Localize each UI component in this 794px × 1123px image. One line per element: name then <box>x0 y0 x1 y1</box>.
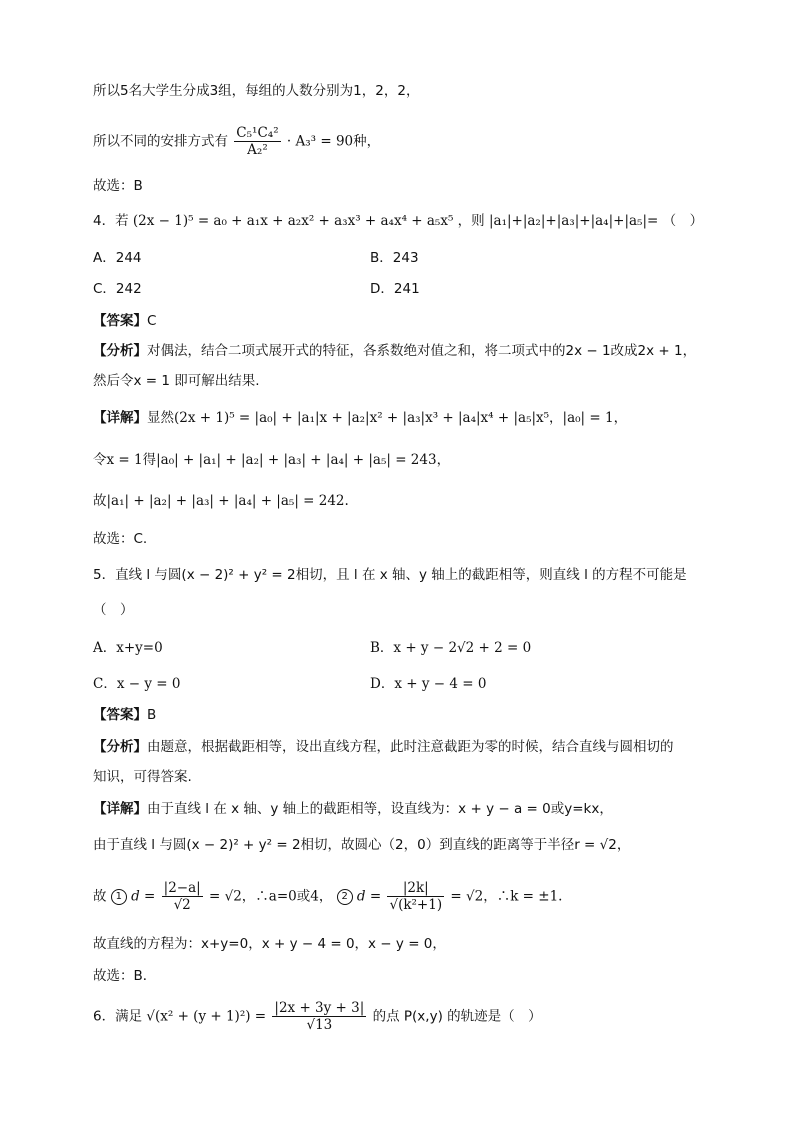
detail-text: 由于直线 l 在 x 轴、y 轴上的截距相等，设直线为：x + y − a = 0或y=kx， <box>147 801 613 817</box>
detail-text: 显然(2x + 1)⁵ = |a₀| + |a₁|x + |a₂|x² + |a₃|x³ + |a₄|x⁴ + |a₅|x⁵，|a₀| = 1， <box>147 410 628 426</box>
analysis-text: 由题意，根据截距相等，设出直线方程，此时注意截距为零的时候，结合直线与圆相切的 <box>147 739 674 755</box>
answer-line <box>93 706 156 724</box>
answer-value: B <box>147 707 157 723</box>
detail-line <box>93 409 627 427</box>
text-segment: 的点 P(x,y) 的轨迹是（ ） <box>372 1008 542 1025</box>
math-expr: d = <box>131 888 156 905</box>
analysis-line-2: 然后令x = 1 即可解出结果. <box>93 373 260 389</box>
analysis-line <box>93 342 696 360</box>
fraction <box>234 125 280 158</box>
text-line <box>93 125 380 158</box>
question-number: 6．满足 <box>93 1008 143 1025</box>
fraction-denominator: √13 <box>306 1017 333 1033</box>
option-d: D．241 <box>370 281 420 297</box>
selection-line: 故选：C. <box>93 531 148 547</box>
option-c: C．x − y = 0 <box>93 676 181 692</box>
circled-number-2: 2 <box>337 889 353 905</box>
analysis-line-2: 知识，可得答案. <box>93 769 192 785</box>
math-expr: = √2，∴a=0或4， <box>208 888 333 905</box>
math-expr: d = <box>356 888 382 905</box>
text-segment: （ ） <box>662 213 704 229</box>
option-a: A．244 <box>93 250 142 266</box>
selection-line: 故选：B． <box>93 968 157 984</box>
fraction-denominator: √2 <box>173 897 191 913</box>
answer-tag: 【答案】 <box>93 313 147 329</box>
option-b: B．243 <box>370 250 419 266</box>
detail-line <box>93 800 613 818</box>
fraction <box>387 880 444 913</box>
question-6 <box>93 1000 542 1033</box>
answer-value: C <box>147 313 157 329</box>
math-expr: (2x − 1)⁵ = a₀ + a₁x + a₂x² + a₃x³ + a₄x⁴ + a₅x⁵ <box>132 213 454 229</box>
detail-line-3: 故|a₁| + |a₂| + |a₃| + |a₄| + |a₅| = 242. <box>93 493 349 509</box>
option-c: C．242 <box>93 281 142 297</box>
detail-line-4: 故直线的方程为：x+y=0，x + y − 4 = 0，x − y = 0， <box>93 936 446 952</box>
text-line: 故选：B <box>93 178 143 194</box>
answer-tag: 【答案】 <box>93 707 147 723</box>
analysis-tag: 【分析】 <box>93 343 147 359</box>
text-line: 所以5名大学生分成3组，每组的人数分别为1，2，2， <box>93 83 420 99</box>
text-segment: 故 <box>93 888 107 905</box>
question-5: 5．直线 l 与圆(x − 2)² + y² = 2相切，且 l 在 x 轴、y 轴上的截距相等，则直线 l 的方程不可能是 <box>93 567 687 583</box>
question-5-paren: （ ） <box>93 602 134 618</box>
fraction-numerator: |2−a| <box>163 880 201 896</box>
option-a: A．x+y=0 <box>93 640 163 656</box>
math-expr: · A₃³ = 90种， <box>286 133 381 150</box>
detail-line-3 <box>93 880 562 913</box>
question-number: 4．若 <box>93 213 129 229</box>
fraction <box>272 1000 366 1033</box>
analysis-line <box>93 738 674 756</box>
detail-line-2: 由于直线 l 与圆(x − 2)² + y² = 2相切，故圆心（2，0）到直线的距离等于半径r = √2， <box>93 837 631 853</box>
math-expr: |a₁|+|a₂|+|a₃|+|a₄|+|a₅|= <box>488 213 659 229</box>
math-expr: = √2，∴k = ±1. <box>450 888 563 905</box>
fraction-numerator: |2x + 3y + 3| <box>274 1000 365 1016</box>
fraction-denominator: A₂² <box>247 142 268 158</box>
option-b: B．x + y − 2√2 + 2 = 0 <box>370 640 532 656</box>
analysis-tag: 【分析】 <box>93 739 147 755</box>
detail-tag: 【详解】 <box>93 410 147 426</box>
math-expr: √(x² + (y + 1)²) = <box>146 1008 267 1025</box>
text-segment: 所以不同的安排方式有 <box>93 133 228 150</box>
analysis-text: 对偶法，结合二项式展开式的特征，各系数绝对值之和，将二项式中的2x − 1改成2x + 1， <box>147 343 697 359</box>
detail-tag: 【详解】 <box>93 801 147 817</box>
fraction-numerator: |2k| <box>387 880 444 897</box>
fraction-numerator: C₅¹C₄² <box>236 125 279 141</box>
detail-line-2: 令x = 1得|a₀| + |a₁| + |a₂| + |a₃| + |a₄| + |a₅| = 243， <box>93 452 451 468</box>
fraction <box>162 880 203 913</box>
answer-line <box>93 312 156 330</box>
circled-number-1: 1 <box>111 889 127 905</box>
question-4 <box>93 212 703 230</box>
option-d: D．x + y − 4 = 0 <box>370 676 487 692</box>
fraction-denominator: √(k²+1) <box>389 897 443 913</box>
text-segment: ，则 <box>457 213 485 229</box>
